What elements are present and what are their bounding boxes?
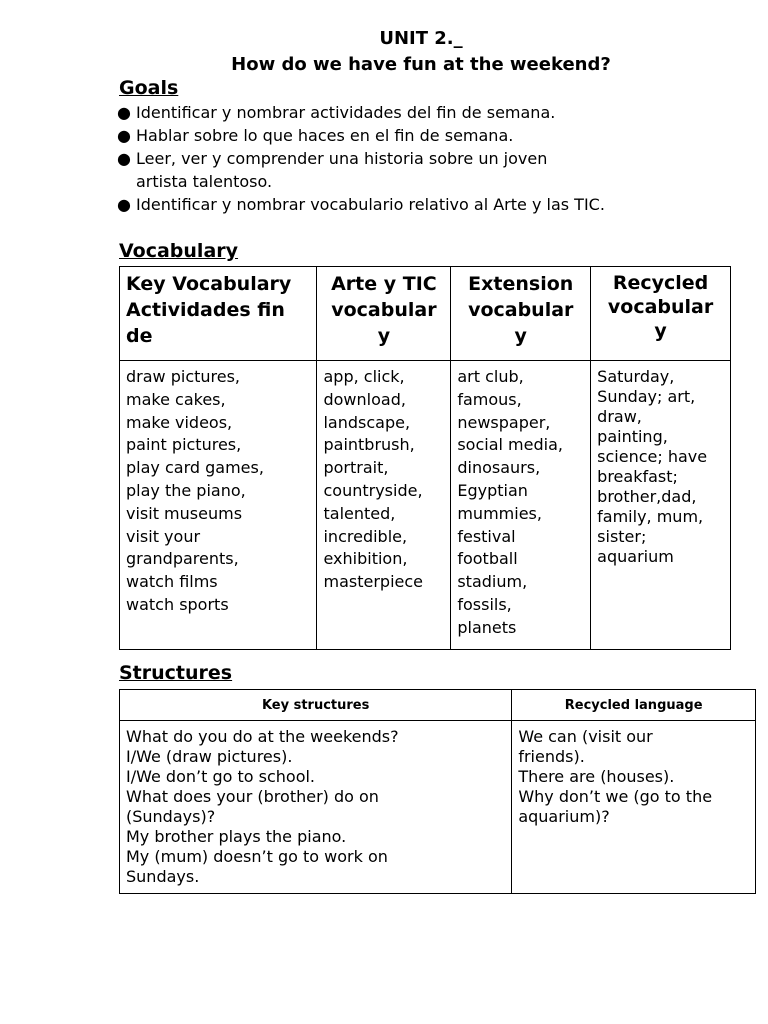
vocab-cell-recycled: Saturday, Sunday; art, draw, painting, science; have breakfast; brother,dad, family, mum, sister; aquarium [591, 361, 731, 650]
vocabulary-header-row [120, 267, 731, 361]
goal-item [117, 101, 717, 124]
structures-body-row [120, 721, 756, 894]
structures-heading: Structures [119, 662, 233, 684]
unit-question: How do we have fun at the weekend? [231, 54, 611, 75]
structures-col-header-key: Key structures [120, 690, 512, 721]
structures-cell-key: What do you do at the weekends? I/We (draw pictures). I/We don’t go to school. What does your (brother) do on (Sundays)? My brother plays the piano. My (mum) doesn’t go to work on Sundays. [120, 721, 512, 894]
goal-text: Leer, ver y comprender una historia sobre un joven artista talentoso. [136, 149, 548, 191]
vocab-cell-key: draw pictures, make cakes, make videos, paint pictures, play card games, play the piano, visit museums visit your grandparents, watch films watch sports [120, 361, 317, 650]
vocab-col-header-arte: Arte y TIC vocabular y [317, 267, 451, 361]
vocabulary-table [119, 266, 731, 650]
goal-item [117, 147, 717, 193]
goals-heading: Goals [119, 77, 179, 99]
vocab-col-header-key: Key Vocabulary Actividades fin de [120, 267, 317, 361]
goal-text: Hablar sobre lo que haces en el fin de semana. [136, 126, 514, 145]
goal-item [117, 193, 717, 216]
vocab-cell-arte: app, click, download, landscape, paintbrush, portrait, countryside, talented, incredible, exhibition, masterpiece [317, 361, 451, 650]
structures-col-header-recycled: Recycled language [512, 690, 756, 721]
vocab-col-header-extension: Extension vocabular y [451, 267, 591, 361]
bullet-icon: ● [117, 103, 131, 122]
page-title-block [0, 26, 768, 78]
goal-item [117, 124, 717, 147]
structures-cell-recycled: We can (visit our friends). There are (houses). Why don’t we (go to the aquarium)? [512, 721, 756, 894]
vocab-cell-extension: art club, famous, newspaper, social media, dinosaurs, Egyptian mummies, festival football stadium, fossils, planets [451, 361, 591, 650]
goal-text: Identificar y nombrar vocabulario relativo al Arte y las TIC. [136, 195, 605, 214]
vocab-col-header-recycled: Recycled vocabular y [591, 267, 731, 361]
vocabulary-body-row [120, 361, 731, 650]
structures-table [119, 689, 756, 894]
unit-title: UNIT 2._ [379, 28, 463, 49]
vocabulary-heading: Vocabulary [119, 240, 239, 262]
bullet-icon: ● [117, 149, 131, 168]
goals-list [117, 101, 717, 216]
bullet-icon: ● [117, 126, 131, 145]
structures-header-row [120, 690, 756, 721]
bullet-icon: ● [117, 195, 131, 214]
goal-text: Identificar y nombrar actividades del fin de semana. [136, 103, 556, 122]
